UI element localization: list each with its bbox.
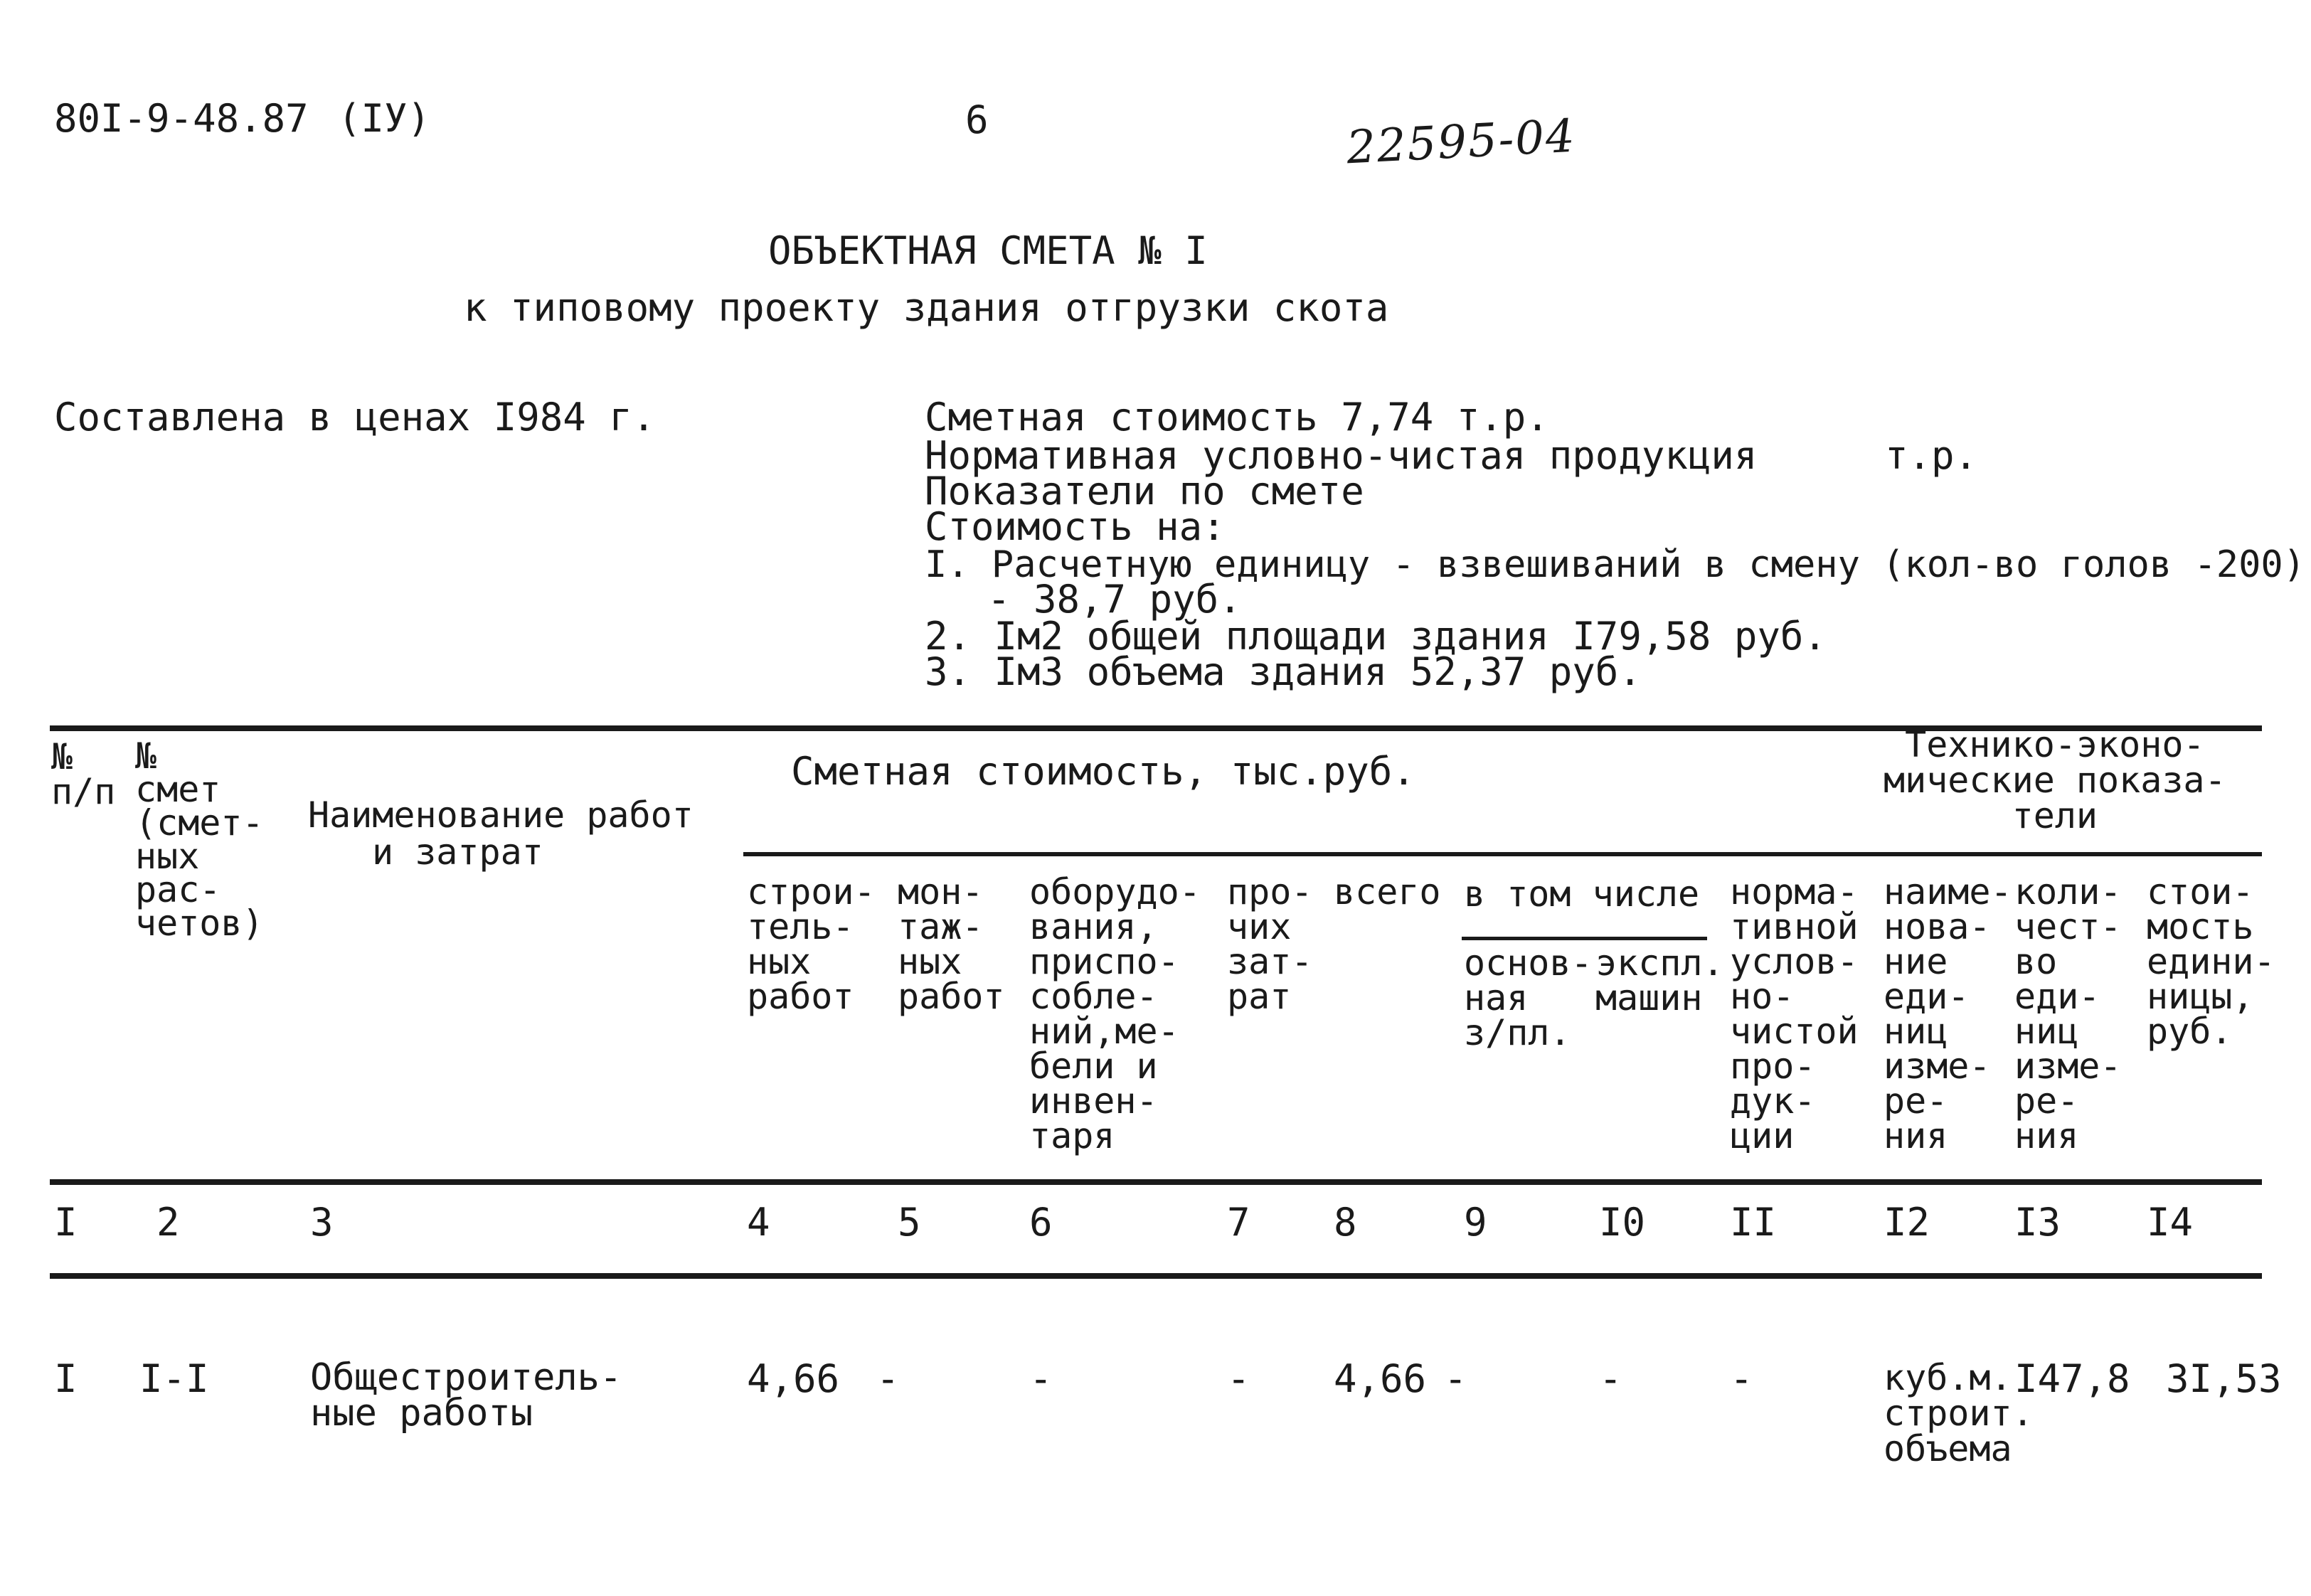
unit-cost: 3I,53	[2166, 1356, 2282, 1401]
installation-cost: -	[876, 1356, 900, 1401]
header-col-4: строи- тель- ных работ	[747, 871, 876, 1017]
document-subtitle: к типовому проекту здания отгрузки скота	[464, 285, 1389, 330]
indicator-item-1-cont: - 38,7 руб.	[987, 577, 1242, 622]
base-salary: -	[1444, 1356, 1467, 1401]
unit-name: куб.м. строит. объема	[1884, 1357, 2034, 1469]
other-cost: -	[1227, 1356, 1250, 1401]
cost-group-rule	[743, 852, 2262, 856]
estimated-cost: Сметная стоимость 7,74 т.р.	[925, 395, 1549, 440]
column-number: 7	[1227, 1200, 1250, 1245]
column-numbers-rule	[50, 1273, 2262, 1279]
estimate-number: I-I	[139, 1356, 209, 1401]
normative-product: Нормативная условно-чистая продукция	[925, 433, 1758, 478]
column-number: 6	[1029, 1200, 1053, 1245]
construction-cost: 4,66	[747, 1356, 840, 1401]
header-col-1: № п/п	[51, 736, 116, 812]
column-number: 5	[898, 1200, 921, 1245]
normative-cost: -	[1730, 1356, 1753, 1401]
unit-quantity: I47,8	[2014, 1356, 2130, 1401]
row-number: I	[54, 1356, 78, 1401]
indicators-label: Показатели по смете	[925, 469, 1364, 514]
column-number: I3	[2014, 1200, 2061, 1245]
header-incl-group: в том числе	[1464, 873, 1700, 915]
header-tech-group: Технико-эконо- мические показа- тели	[1884, 724, 2226, 836]
header-col-11: норма- тивной услов- но- чистой про- дук- ции	[1730, 871, 1859, 1156]
column-number: I0	[1599, 1200, 1646, 1245]
header-bottom-rule	[50, 1179, 2262, 1185]
header-col-14: стои- мость едини- ницы, руб.	[2147, 871, 2275, 1052]
indicator-item-3: 3. Iм3 объема здания 52,37 руб.	[925, 649, 1642, 694]
incl-subgroup-rule	[1462, 937, 1707, 940]
header-col-6: оборудо- вания, приспо- собле- ний,ме- бели и инвен- таря	[1029, 871, 1201, 1156]
header-col-13: коли- чест- во еди- ниц изме- ре- ния	[2014, 871, 2122, 1156]
volume-number: (IУ)	[338, 96, 431, 141]
equipment-cost: -	[1029, 1356, 1053, 1401]
header-col-8: всего	[1334, 871, 1441, 913]
column-number: 3	[310, 1200, 334, 1245]
column-number: I4	[2147, 1200, 2194, 1245]
document-title: ОБЪЕКТНАЯ СМЕТА № I	[768, 228, 1208, 273]
column-number: I	[54, 1200, 78, 1245]
machine-cost: -	[1599, 1356, 1622, 1401]
column-number: I2	[1884, 1200, 1930, 1245]
header-cost-group: Сметная стоимость, тыс.руб.	[791, 749, 1415, 794]
handwritten-number: 22595-04	[1345, 110, 1578, 175]
total-cost: 4,66	[1334, 1356, 1427, 1401]
header-col-9: основ- ная з/пл.	[1464, 942, 1593, 1053]
document-code: 80I-9-48.87	[54, 96, 309, 141]
indicator-item-1: I. Расчетную единицу - взвешиваний в смену (кол-во голов -200)	[925, 543, 2306, 586]
header-col-10: экспл. машин	[1595, 942, 1724, 1018]
page-number: 6	[965, 97, 989, 142]
header-col-5: мон- таж- ных работ	[898, 871, 1005, 1017]
column-number: II	[1730, 1200, 1777, 1245]
column-number: 4	[747, 1200, 770, 1245]
prices-year: Составлена в ценах I984 г.	[54, 395, 656, 440]
indicator-item-2: 2. Iм2 общей площади здания I79,58 руб.	[925, 614, 1827, 659]
cost-for-label: Стоимость на:	[925, 504, 1226, 549]
work-name: Общестроитель- ные работы	[310, 1356, 622, 1435]
column-number: 8	[1334, 1200, 1357, 1245]
header-col-7: про- чих зат- рат	[1227, 871, 1313, 1017]
header-col-12: наиме- нова- ние еди- ниц изме- ре- ния	[1884, 871, 2012, 1156]
normative-unit: т.р.	[1885, 433, 1978, 478]
column-number: 9	[1464, 1200, 1487, 1245]
header-col-3: Наименование работ и затрат	[308, 794, 694, 873]
header-col-2: № смет (смет- ных рас- четов)	[135, 735, 264, 944]
column-number: 2	[156, 1200, 180, 1245]
